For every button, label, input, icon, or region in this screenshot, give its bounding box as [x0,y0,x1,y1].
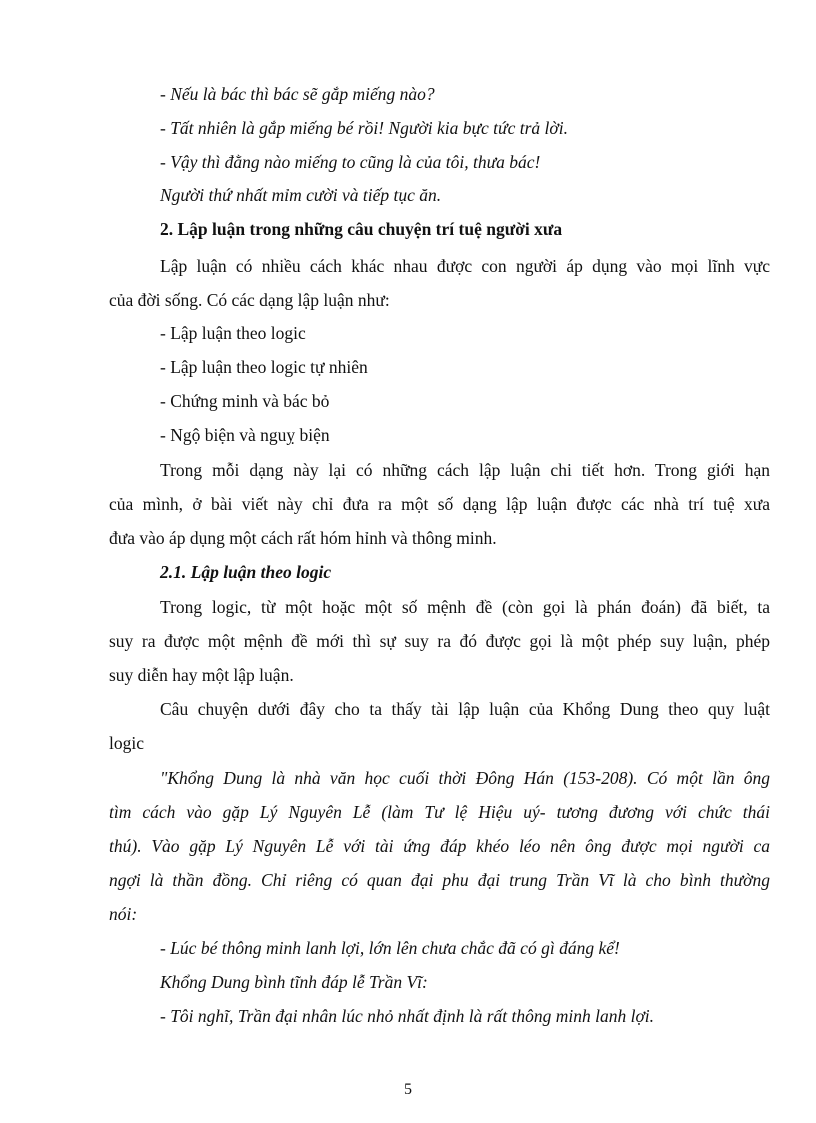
text-line: Lập luận có nhiều cách khác nhau được con người áp dụng vào mọi lĩnh vực [160,256,770,276]
quote-line: ngợi là thần đồng. Chỉ riêng có quan đại phu đại trung Trần Vĩ là cho bình thường [109,870,770,890]
quote-line: thú). Vào gặp Lý Nguyên Lễ với tài ứng đáp khéo léo nên ông được mọi người ca [109,836,770,856]
dialogue-line: - Lúc bé thông minh lanh lợi, lớn lên chưa chắc đã có gì đáng kể! [160,938,620,958]
list-item: - Lập luận theo logic [160,323,306,343]
text-line: của đời sống. Có các dạng lập luận như: [109,290,390,310]
text-line: - Tất nhiên là gắp miếng bé rồi! Người kia bực tức trả lời. [160,118,568,138]
quote-line: tìm cách vào gặp Lý Nguyên Lễ (làm Tư lệ Hiệu uý- tương đương với chức thái [109,802,770,822]
text-line: Câu chuyện dưới đây cho ta thấy tài lập luận của Khổng Dung theo quy luật [160,699,770,719]
text-line: suy ra được một mệnh đề mới thì sự suy ra đó được gọi là một phép suy luận, phép [109,631,770,651]
text-line: Người thứ nhất mỉm cười và tiếp tục ăn. [160,185,442,205]
dialogue-line: Khổng Dung bình tĩnh đáp lễ Trần Vĩ: [160,972,428,992]
list-item: - Ngộ biện và nguỵ biện [160,425,330,445]
text-line: đưa vào áp dụng một cách rất hóm hỉnh và thông minh. [109,528,497,548]
quote-line: "Khổng Dung là nhà văn học cuối thời Đông Hán (153-208). Có một lần ông [160,768,770,788]
list-item: - Chứng minh và bác bỏ [160,391,330,411]
text-line: - Nếu là bác thì bác sẽ gắp miếng nào? [160,84,435,104]
dialogue-line: - Tôi nghĩ, Trần đại nhân lúc nhỏ nhất định là rất thông minh lanh lợi. [160,1006,655,1026]
section-heading: 2. Lập luận trong những câu chuyện trí tuệ người xưa [160,219,563,239]
page-number: 5 [404,1081,412,1098]
text-line: logic [109,733,144,753]
text-line: - Vậy thì đằng nào miếng to cũng là của tôi, thưa bác! [160,152,541,172]
text-line: Trong mỗi dạng này lại có những cách lập luận chi tiết hơn. Trong giới hạn [160,460,770,480]
text-line: của mình, ở bài viết này chỉ đưa ra một số dạng lập luận được các nhà trí tuệ xưa [109,494,770,514]
text-line: Trong logic, từ một hoặc một số mệnh đề (còn gọi là phán đoán) đã biết, ta [160,597,770,617]
list-item: - Lập luận theo logic tự nhiên [160,357,368,377]
quote-line: nói: [109,904,138,924]
text-line: suy diễn hay một lập luận. [109,665,294,685]
subsection-heading: 2.1. Lập luận theo logic [160,562,332,582]
